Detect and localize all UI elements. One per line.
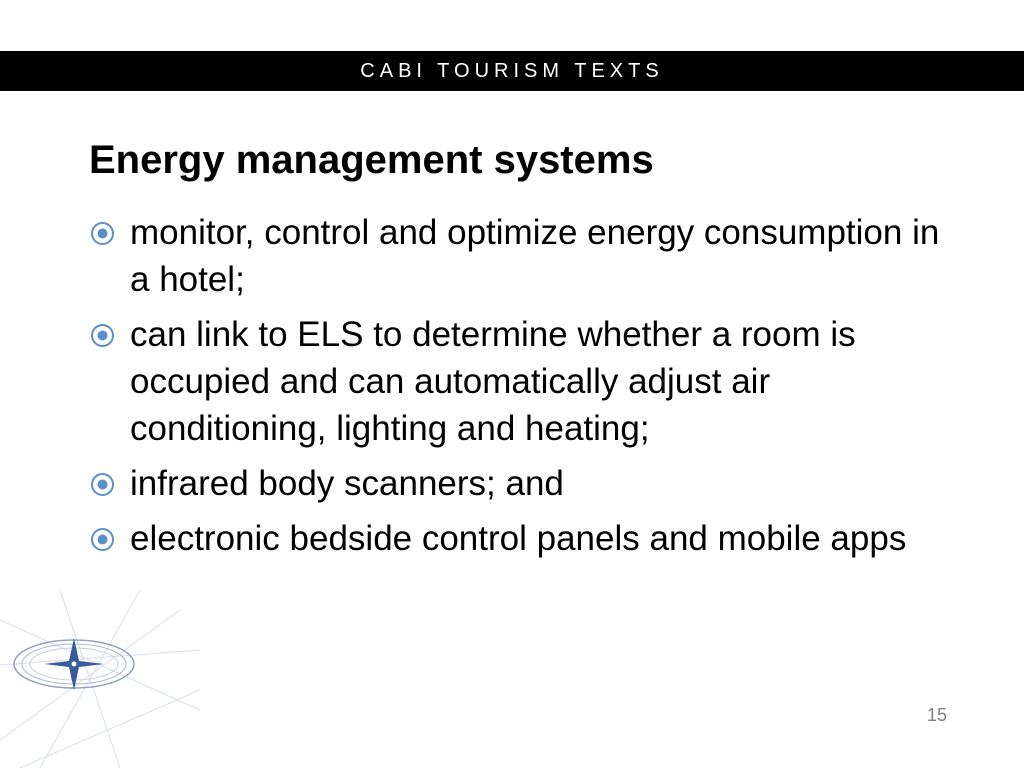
bullet-text: can link to ELS to determine whether a room is occupied and can automatically adjust air conditioning, lighting and heating; (130, 315, 856, 448)
compass-rose-decoration (0, 590, 200, 768)
target-circle-icon (90, 221, 115, 246)
bullet-list (89, 209, 949, 570)
target-circle-icon (90, 323, 115, 348)
bullet-item (89, 311, 949, 452)
bullet-text: infrared body scanners; and (130, 464, 564, 503)
bullet-text: monitor, control and optimize energy consumption in a hotel; (130, 213, 940, 299)
page-number: 15 (926, 705, 947, 725)
target-circle-icon (90, 527, 115, 552)
bullet-item (89, 460, 949, 507)
bullet-item (89, 515, 949, 562)
bullet-item (89, 209, 949, 303)
slide-title: Energy management systems (89, 138, 654, 182)
bullet-text: electronic bedside control panels and mobile apps (130, 519, 907, 558)
target-circle-icon (90, 472, 115, 497)
header-label: CABI TOURISM TEXTS (360, 59, 664, 82)
header-bar (0, 51, 1024, 91)
